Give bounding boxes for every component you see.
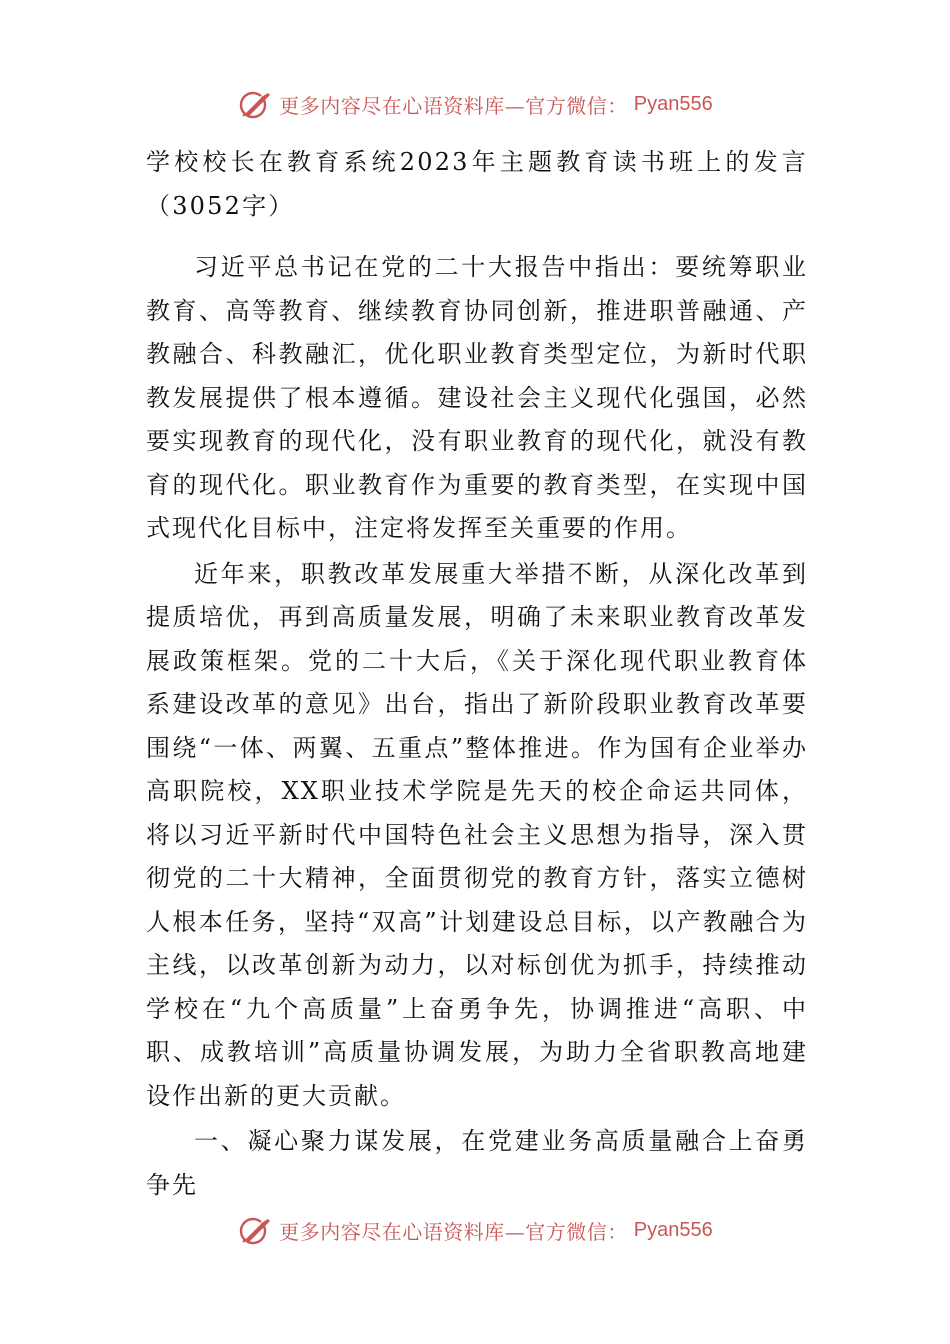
quill-logo-icon <box>237 86 273 122</box>
watermark-wechat-id: Pyan556 <box>633 1218 713 1241</box>
document-title: 学校校长在教育系统2023年主题教育读书班上的发言（3052字） <box>146 148 808 220</box>
watermark-text: 更多内容尽在心语资料库—官方微信： <box>279 1219 628 1244</box>
paragraph-1: 习近平总书记在党的二十大报告中指出：要统筹职业教育、高等教育、继续教育协同创新，推进职普融通、产教融合、科教融汇，优化职业教育类型定位，为新时代职教发展提供了根本遵循。建设社会主义现代化强国，必然要实现教育的现代化，没有职业教育的现代化，就没有教育的现代化。职业教育作为重要的教育类型，在实现中国式现代化目标中，注定将发挥至关重要的作用。 <box>146 253 808 542</box>
watermark-banner-bottom <box>0 1210 950 1250</box>
section-heading-1: 一、凝心聚力谋发展，在党建业务高质量融合上奋勇争先 <box>146 1127 808 1199</box>
quill-logo-icon <box>237 1212 273 1248</box>
watermark-text: 更多内容尽在心语资料库—官方微信： <box>279 93 628 118</box>
watermark-wechat-id: Pyan556 <box>633 92 713 115</box>
watermark-banner-top <box>0 84 950 124</box>
document-body <box>146 140 808 1207</box>
paragraph-2: 近年来，职教改革发展重大举措不断，从深化改革到提质培优，再到高质量发展，明确了未来职业教育改革发展政策框架。党的二十大后，《关于深化现代职业教育体系建设改革的意见》出台，指出了新阶段职业教育改革要围绕“一体、两翼、五重点”整体推进。作为国有企业举办高职院校，XX职业技术学院是先天的校企命运共同体，将以习近平新时代中国特色社会主义思想为指导，深入贯彻党的二十大精神，全面贯彻党的教育方针，落实立德树人根本任务，坚持“双高”计划建设总目标，以产教融合为主线，以改革创新为动力，以对标创优为抓手，持续推动学校在“九个高质量”上奋勇争先，协调推进“高职、中职、成教培训”高质量协调发展，为助力全省职教高地建设作出新的更大贡献。 <box>146 559 808 1110</box>
